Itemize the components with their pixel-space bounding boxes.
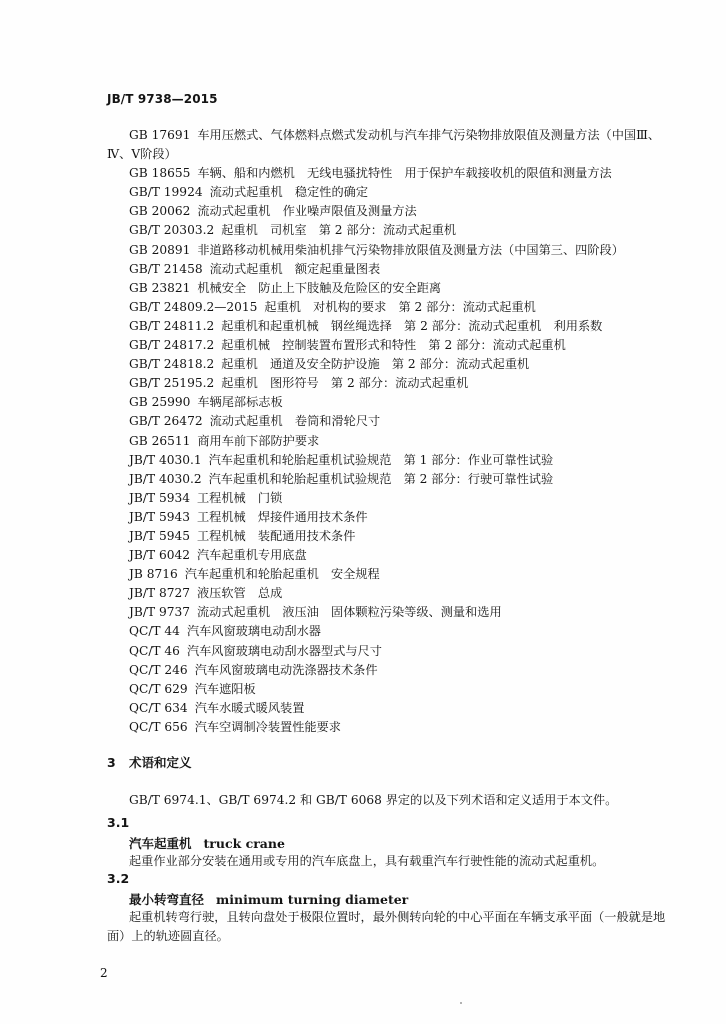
reference-title: 机械安全 防止上下肢触及危险区的安全距离 <box>197 280 442 295</box>
reference-code: GB 20891 <box>129 242 191 257</box>
reference-item <box>107 718 692 737</box>
reference-title: 起重机械 控制装置布置形式和特性 第 2 部分：流动式起重机 <box>221 338 566 353</box>
reference-code: JB/T 5934 <box>129 490 190 505</box>
reference-title: 液压软管 总成 <box>196 586 283 601</box>
reference-code: GB 20062 <box>129 204 191 219</box>
reference-code: GB/T 24817.2 <box>129 338 215 353</box>
term-name <box>129 890 408 908</box>
reference-code: GB/T 24811.2 <box>129 318 215 333</box>
reference-item <box>107 260 692 279</box>
reference-item <box>107 317 692 336</box>
term-name-en: truck crane <box>203 836 285 851</box>
reference-item <box>107 241 692 260</box>
reference-item <box>107 336 692 355</box>
reference-title: 起重机 司机室 第 2 部分：流动式起重机 <box>221 223 457 238</box>
scan-speck <box>460 1002 462 1004</box>
reference-code: GB 18655 <box>129 166 191 181</box>
reference-code: JB/T 4030.1 <box>129 452 202 467</box>
normative-references-list <box>107 126 692 737</box>
reference-title: 工程机械 装配通用技术条件 <box>196 528 356 543</box>
term-name-en: minimum turning diameter <box>216 892 409 907</box>
reference-item <box>107 699 692 718</box>
reference-item <box>107 126 692 164</box>
reference-title: 工程机械 焊接件通用技术条件 <box>196 509 368 524</box>
reference-item <box>107 164 692 183</box>
reference-code: GB 26511 <box>129 433 191 448</box>
reference-code: GB 17691 <box>129 128 191 142</box>
reference-title: 汽车起重机和轮胎起重机 安全规程 <box>184 567 380 582</box>
reference-item <box>107 221 692 240</box>
reference-code: GB/T 19924 <box>129 185 203 200</box>
reference-code: JB/T 4030.2 <box>129 471 202 486</box>
reference-title: 起重机 图形符号 第 2 部分：流动式起重机 <box>221 376 469 391</box>
reference-code: JB/T 5945 <box>129 528 190 543</box>
reference-title: 汽车起重机和轮胎起重机试验规范 第 2 部分：行驶可靠性试验 <box>208 471 554 486</box>
reference-title: 流动式起重机 作业噪声限值及测量方法 <box>197 204 417 219</box>
reference-item <box>107 202 692 221</box>
reference-code: GB/T 26472 <box>129 414 203 429</box>
reference-item <box>107 470 692 489</box>
page-number: 2 <box>100 966 108 980</box>
reference-code: QC/T 629 <box>129 681 188 696</box>
reference-title: 汽车起重机专用底盘 <box>196 548 307 563</box>
reference-code: GB 23821 <box>129 280 191 295</box>
section-number: 3 <box>107 755 116 770</box>
reference-title: 流动式起重机 额定起重量图表 <box>209 261 381 276</box>
reference-item <box>107 393 692 412</box>
reference-item <box>107 183 692 202</box>
reference-title: 汽车起重机和轮胎起重机试验规范 第 1 部分：作业可靠性试验 <box>208 452 554 467</box>
reference-title: 车辆、船和内燃机 无线电骚扰特性 用于保护车载接收机的限值和测量方法 <box>197 166 612 181</box>
reference-item <box>107 489 692 508</box>
reference-title: 商用车前下部防护要求 <box>197 433 320 448</box>
reference-code: QC/T 246 <box>129 662 188 677</box>
reference-item <box>107 622 692 641</box>
reference-title: 非道路移动机械用柴油机排气污染物排放限值及测量方法（中国第三、四阶段） <box>197 242 624 257</box>
term-name <box>129 834 285 852</box>
reference-item <box>107 279 692 298</box>
reference-title: 汽车风窗玻璃电动刮水器 <box>186 624 321 639</box>
reference-title: 汽车遮阳板 <box>194 681 256 696</box>
reference-title-continuation: Ⅳ、Ⅴ阶段） <box>107 147 177 162</box>
reference-title: 工程机械 门锁 <box>196 490 283 505</box>
reference-code: QC/T 46 <box>129 643 180 658</box>
reference-title: 汽车空调制冷装置性能要求 <box>194 719 341 734</box>
reference-item <box>107 584 692 603</box>
reference-item <box>107 298 692 317</box>
reference-title: 车辆尾部标志板 <box>197 395 283 410</box>
reference-item <box>107 546 692 565</box>
reference-item <box>107 565 692 584</box>
reference-item <box>107 432 692 451</box>
reference-title: 起重机 通道及安全防护设施 第 2 部分：流动式起重机 <box>221 357 530 372</box>
reference-title: 流动式起重机 稳定性的确定 <box>209 185 369 200</box>
term-name-zh: 最小转弯直径 <box>129 892 205 907</box>
term-name-zh: 汽车起重机 <box>129 836 192 851</box>
reference-item <box>107 527 692 546</box>
reference-title: 流动式起重机 卷筒和滑轮尺寸 <box>209 414 381 429</box>
reference-code: GB 25990 <box>129 395 191 410</box>
reference-code: JB/T 6042 <box>129 548 190 563</box>
reference-code: GB/T 21458 <box>129 261 203 276</box>
reference-code: QC/T 634 <box>129 700 188 715</box>
reference-code: QC/T 44 <box>129 624 180 639</box>
reference-code: JB 8716 <box>129 567 178 582</box>
reference-item <box>107 451 692 470</box>
reference-item <box>107 603 692 622</box>
section-title: 术语和定义 <box>129 755 192 770</box>
reference-code: GB/T 25195.2 <box>129 376 215 391</box>
reference-item <box>107 680 692 699</box>
reference-title: 起重机 对机构的要求 第 2 部分：流动式起重机 <box>264 299 536 314</box>
section-intro: GB/T 6974.1、GB/T 6974.2 和 GB/T 6068 界定的以及下列术语和定义适用于本文件。 <box>129 793 618 807</box>
reference-item <box>107 412 692 431</box>
reference-code: GB/T 24818.2 <box>129 357 215 372</box>
reference-title: 起重机和起重机械 钢丝绳选择 第 2 部分：流动式起重机 利用系数 <box>221 318 603 333</box>
reference-title: 车用压燃式、气体燃料点燃式发动机与汽车排气污染物排放限值及测量方法（中国Ⅲ、 <box>197 128 661 142</box>
reference-code: JB/T 8727 <box>129 586 190 601</box>
term-number: 3.1 <box>107 815 130 830</box>
reference-item <box>107 374 692 393</box>
term-definition: 起重作业部分安装在通用或专用的汽车底盘上，具有载重汽车行驶性能的流动式起重机。 <box>129 854 605 868</box>
reference-code: GB/T 24809.2—2015 <box>129 299 258 314</box>
reference-item <box>107 508 692 527</box>
reference-title: 汽车风窗玻璃电动洗涤器技术条件 <box>194 662 378 677</box>
reference-title: 流动式起重机 液压油 固体颗粒污染等级、测量和选用 <box>196 605 502 620</box>
term-definition: 起重机转弯行驶，且转向盘处于极限位置时，最外侧转向轮的中心平面在车辆支承平面（一般就是地面）上的轨迹圆直径。 <box>107 910 666 943</box>
reference-title: 汽车风窗玻璃电动刮水器型式与尺寸 <box>186 643 382 658</box>
term-number: 3.2 <box>107 871 130 886</box>
section-heading <box>107 753 192 771</box>
reference-item <box>107 355 692 374</box>
reference-code: JB/T 9737 <box>129 605 190 620</box>
reference-code: JB/T 5943 <box>129 509 190 524</box>
reference-code: QC/T 656 <box>129 719 188 734</box>
reference-item <box>107 661 692 680</box>
reference-code: GB/T 20303.2 <box>129 223 215 238</box>
reference-title: 汽车水暖式暖风装置 <box>194 700 305 715</box>
standard-code-header: JB/T 9738—2015 <box>107 92 218 106</box>
reference-item <box>107 642 692 661</box>
